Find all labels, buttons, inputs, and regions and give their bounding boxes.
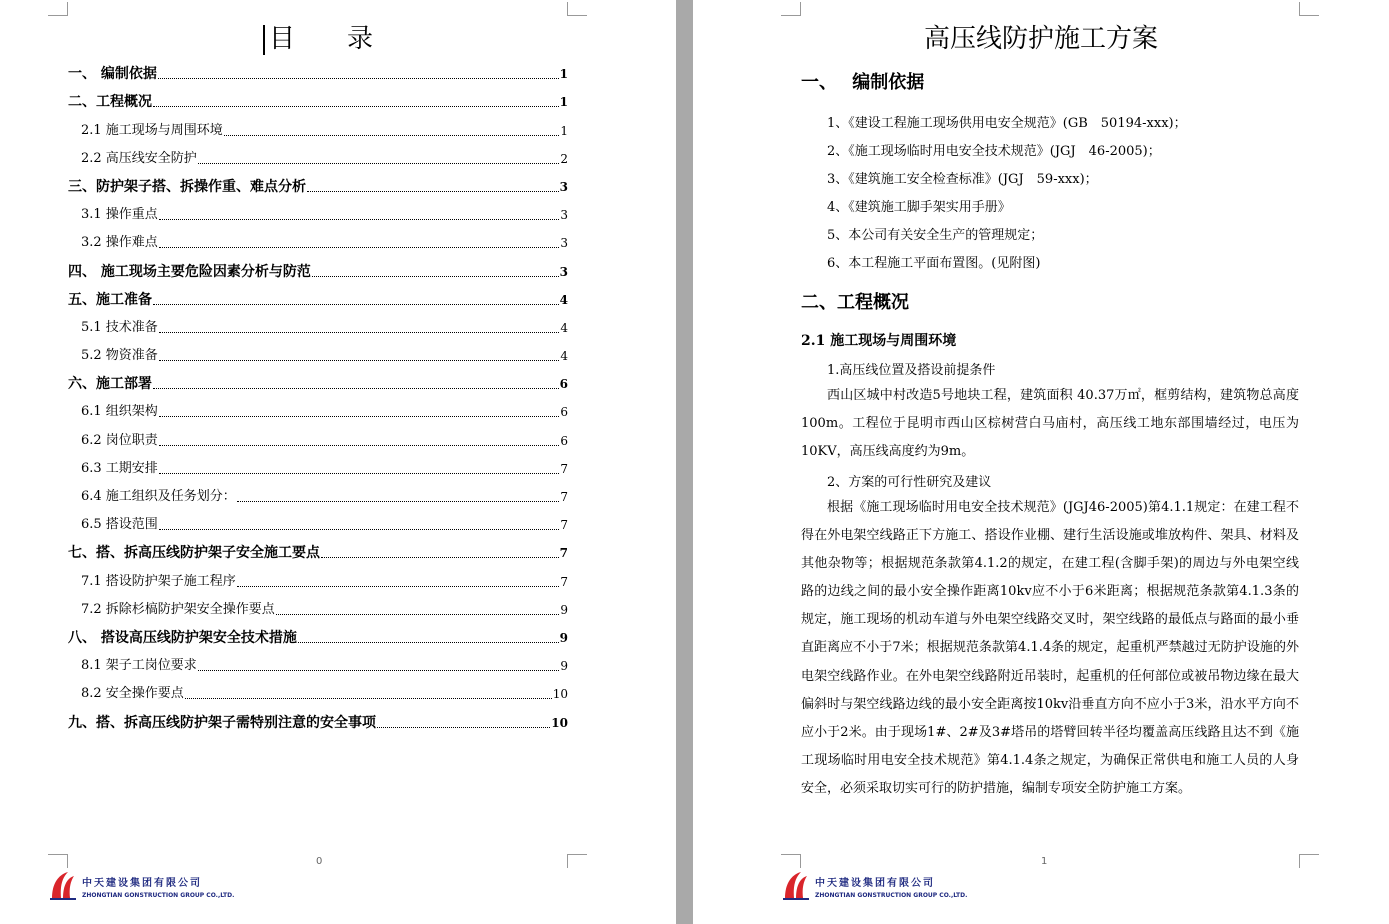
toc-entry-title: 8.1 架子工岗位要求 (81, 658, 197, 674)
crop-mark (567, 854, 587, 868)
toc-entry[interactable] (68, 702, 568, 730)
toc-entry-page: 3 (559, 179, 568, 194)
toc-leader-dots (159, 416, 560, 417)
toc-entry[interactable] (68, 167, 568, 195)
toc-entry[interactable] (68, 505, 568, 533)
toc-entry-title: 6.3 工期安排 (81, 460, 158, 476)
toc-entry-title: 三、防护架子搭、拆操作重、难点分析 (68, 178, 306, 195)
toc-leader-dots (307, 191, 559, 192)
toc-entry[interactable] (68, 420, 568, 448)
toc-entry-page: 1 (560, 123, 568, 138)
toc-entry-title: 8.2 安全操作要点 (81, 686, 184, 702)
document-page[interactable] (693, 0, 1389, 924)
section-heading-basis: 一、 编制依据 (801, 72, 925, 93)
toc-entry[interactable] (68, 336, 568, 364)
toc-entry-title: 6.2 岗位职责 (81, 432, 158, 448)
document-title: 高压线防护施工方案 (923, 24, 1158, 54)
toc-entry-page: 9 (559, 630, 568, 645)
toc-entry[interactable] (68, 110, 568, 138)
toc-leader-dots (298, 642, 559, 643)
toc-entry-title: 5.2 物资准备 (81, 348, 158, 364)
toc-entry[interactable] (68, 561, 568, 589)
toc-entry[interactable] (68, 223, 568, 251)
basis-item: 4、《建筑施工脚手架实用手册》 (827, 200, 1011, 215)
toc-entry[interactable] (68, 195, 568, 223)
crop-mark (1299, 2, 1319, 16)
company-emblem-icon (781, 868, 811, 904)
toc-leader-dots (185, 698, 552, 699)
toc-leader-dots (153, 106, 559, 107)
toc-leader-dots (224, 135, 560, 136)
toc-entry-page: 3 (559, 264, 568, 279)
toc-entry-page: 6 (559, 377, 568, 392)
toc-entry[interactable] (68, 251, 568, 279)
toc-entry-page: 7 (560, 461, 568, 476)
toc-entry[interactable] (68, 477, 568, 505)
company-emblem-icon (48, 868, 78, 904)
paragraph: 西山区城中村改造5号地块工程，建筑面积 40.37万㎡，框剪结构，建筑物总高度100m。工程位于昆明市西山区棕树营白马庙村，高压线工地东部围墙经过，电压为10KV，高压线高度约为9m。 (801, 388, 1299, 460)
toc-leader-dots (159, 529, 560, 530)
toc-entry-page: 7 (559, 546, 568, 561)
toc-entry-title: 6.1 组织架构 (81, 404, 158, 420)
basis-item: 5、本公司有关安全生产的管理规定； (827, 228, 1044, 243)
toc-leader-dots (159, 445, 560, 446)
toc-leader-dots (312, 276, 559, 277)
crop-mark (781, 854, 801, 868)
toc-leader-dots (159, 360, 560, 361)
toc-entry[interactable] (68, 533, 568, 561)
toc-entry[interactable] (68, 82, 568, 110)
toc-entry-title: 四、 施工现场主要危险因素分析与防范 (68, 263, 311, 280)
toc-leader-dots (159, 219, 560, 220)
company-logo (781, 868, 967, 904)
crop-mark (48, 854, 68, 868)
toc-entry-title: 3.2 操作难点 (81, 235, 158, 251)
toc-leader-dots (198, 670, 560, 671)
toc-entry-title: 6.5 搭设范围 (81, 517, 158, 533)
toc-leader-dots (159, 332, 560, 333)
toc-entry-title: 八、 搭设高压线防护架安全技术措施 (68, 629, 297, 646)
toc-leader-dots (153, 304, 559, 305)
toc-entry-page: 6 (560, 433, 568, 448)
page-number: 0 (316, 856, 323, 867)
text-cursor (263, 25, 265, 55)
toc-entry-page: 9 (560, 602, 568, 617)
toc-leader-dots (153, 388, 559, 389)
crop-mark (48, 2, 68, 16)
toc-leader-dots (159, 247, 560, 248)
toc-entry-page: 1 (559, 95, 568, 110)
crop-mark (1299, 854, 1319, 868)
toc-entry-title: 一、 编制依据 (68, 66, 157, 83)
subsection-heading: 2.1 施工现场与周围环境 (801, 333, 957, 349)
toc-entry[interactable] (68, 280, 568, 308)
toc-list (68, 54, 568, 731)
basis-item: 3、《建筑施工安全检查标准》(JGJ 59-xxx)； (827, 172, 1098, 187)
toc-entry[interactable] (68, 54, 568, 82)
toc-entry[interactable] (68, 590, 568, 618)
toc-entry[interactable] (68, 449, 568, 477)
page-number: 1 (1041, 856, 1048, 867)
toc-entry-page: 3 (560, 208, 568, 223)
toc-entry-page: 10 (552, 687, 568, 702)
item-label: 2、方案的可行性研究及建议 (827, 475, 992, 490)
item-label: 1.高压线位置及搭设前提条件 (827, 363, 996, 378)
toc-entry-page: 4 (560, 320, 568, 335)
toc-entry[interactable] (68, 308, 568, 336)
toc-leader-dots (158, 78, 559, 79)
toc-entry[interactable] (68, 618, 568, 646)
toc-entry-title: 5.1 技术准备 (81, 319, 158, 335)
toc-entry-title: 五、施工准备 (68, 291, 152, 308)
toc-entry-page: 7 (560, 518, 568, 533)
basis-item: 1、《建设工程施工现场供用电安全规范》(GB 50194-xxx)； (827, 116, 1187, 131)
toc-entry[interactable] (68, 646, 568, 674)
basis-item: 6、本工程施工平面布置图。(见附图) (827, 256, 1041, 271)
toc-entry-title: 6.4 施工组织及任务划分： (81, 489, 236, 504)
company-name-en: ZHONGTIAN GONSTRUCTION GROUP CO.,LTD. (815, 891, 968, 899)
toc-entry-title: 7.1 搭设防护架子施工程序 (81, 573, 236, 589)
company-name-cn: 中天建设集团有限公司 (82, 877, 202, 889)
toc-entry-title: 九、搭、拆高压线防护架子需特别注意的安全事项 (68, 714, 376, 731)
toc-entry-page: 2 (560, 151, 568, 166)
toc-entry-title: 七、搭、拆高压线防护架子安全施工要点 (68, 545, 320, 562)
crop-mark (781, 2, 801, 16)
toc-entry-page: 3 (560, 236, 568, 251)
toc-entry-page: 10 (551, 715, 568, 730)
toc-entry[interactable] (68, 392, 568, 420)
section-heading-overview: 二、工程概况 (801, 292, 909, 313)
toc-entry-page: 4 (560, 349, 568, 364)
toc-leader-dots (377, 727, 550, 728)
toc-entry-title: 二、工程概况 (68, 94, 152, 111)
toc-page[interactable] (0, 0, 676, 924)
toc-leader-dots (321, 557, 559, 558)
toc-leader-dots (198, 163, 560, 164)
company-name-en: ZHONGTIAN GONSTRUCTION GROUP CO.,LTD. (82, 891, 235, 899)
toc-entry-title: 2.1 施工现场与周围环境 (81, 122, 223, 138)
paragraph: 根据《施工现场临时用电安全技术规范》(JGJ46-2005)第4.1.1规定：在建工程不得在外电架空线路正下方施工、搭设作业棚、建行生活设施或堆放构件、架具、材料及其他杂物等；根据规范条款第4.1.2的规定，在建工程(含脚手架)的周边与外电架空线路的边线之间的最小安全操作距离10kv应不小于6米距离；根据规范条款第4.1.3条的规定，施工现场的机动车道与外电架空线路交叉时，架空线路的最低点与路面的最小垂直距离应不小于7米；根据规范条款第4.1.4条的规定，起重机严禁越过无防护设施的外电架空线路作业。在外电架空线路附近吊装时，起重机的任何部位或被吊物边缘在最大偏斜时与架空线路边线的最小安全距离按10kv沿垂直方向不应小于3米，沿水平方向不应小于2米。由于现场1#、2#及3#塔吊的塔臂回转半径均覆盖高压线路且达不到《施工现场临时用电安全技术规范》第4.1.4条之规定，为确保正常供电和施工人员的人身安全，必须采取切实可行的防护措施，编制专项安全防护施工方案。 (801, 500, 1299, 796)
toc-entry-page: 9 (560, 659, 568, 674)
toc-entry[interactable] (68, 364, 568, 392)
toc-entry-title: 2.2 高压线安全防护 (81, 150, 197, 166)
basis-item: 2、《施工现场临时用电安全技术规范》(JGJ 46-2005)； (827, 144, 1161, 159)
toc-leader-dots (237, 501, 560, 502)
toc-leader-dots (276, 614, 560, 615)
toc-leader-dots (237, 586, 560, 587)
crop-mark (567, 2, 587, 16)
toc-entry-page: 7 (560, 574, 568, 589)
toc-title: 目 录 (0, 18, 636, 55)
company-name-cn: 中天建设集团有限公司 (815, 877, 935, 889)
toc-entry-title: 3.1 操作重点 (81, 207, 158, 223)
toc-entry-title: 六、施工部署 (68, 376, 152, 393)
toc-entry-title: 7.2 拆除杉槁防护架安全操作要点 (81, 601, 275, 617)
toc-leader-dots (159, 473, 560, 474)
toc-entry-page: 4 (559, 292, 568, 307)
company-logo (48, 868, 234, 904)
toc-entry-page: 7 (560, 490, 568, 504)
toc-entry-page: 6 (560, 405, 568, 420)
toc-entry-page: 1 (559, 67, 568, 82)
toc-entry[interactable] (68, 674, 568, 702)
toc-entry[interactable] (68, 139, 568, 167)
page-gap (676, 0, 693, 924)
